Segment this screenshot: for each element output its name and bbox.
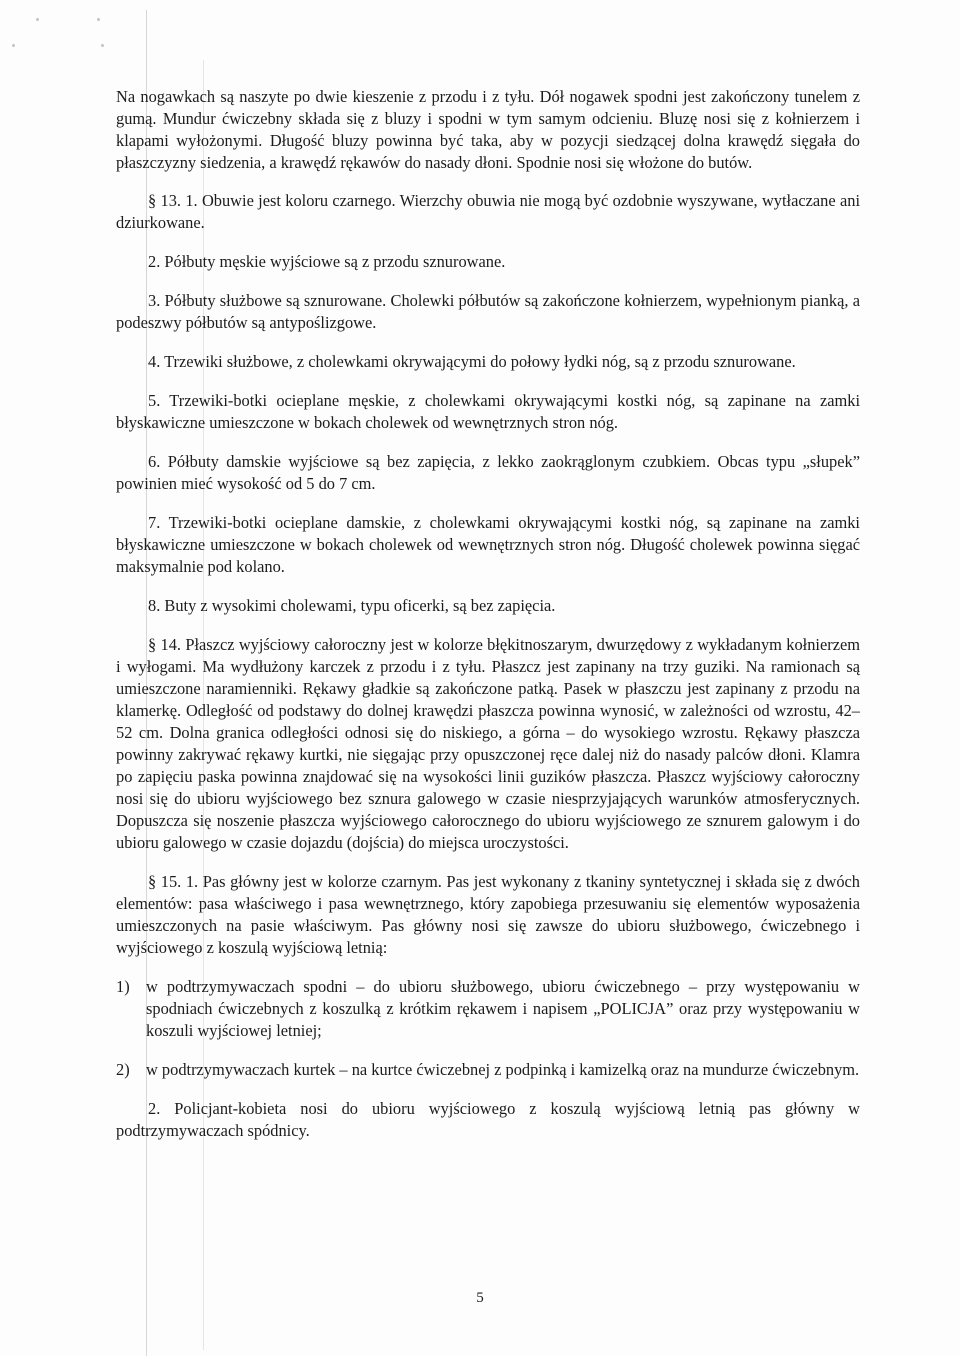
list-item-text: w podtrzymywaczach kurtek – na kurtce ćwiczebnej z podpinką i kamizelką oraz na mundurze ćwiczebnym. bbox=[146, 1060, 860, 1079]
document-body bbox=[116, 86, 860, 1159]
list-item-number: 2) bbox=[116, 1060, 130, 1079]
section-13-paragraph-6: 6. Półbuty damskie wyjściowe są bez zapięcia, z lekko zaokrąglonym czubkiem. Obcas typu „słupek” powinien mieć wysokość od 5 do 7 cm. bbox=[116, 452, 860, 493]
scan-speck bbox=[12, 44, 15, 47]
list-item-text: w podtrzymywaczach spodni – do ubioru służbowego, ubioru ćwiczebnego – przy występowaniu w spodniach ćwiczebnych z koszulką z krótkim rękawem i napisem „POLICJA” oraz przy występowaniu w koszuli wyjściowej letniej; bbox=[146, 977, 860, 1040]
list-item bbox=[116, 1059, 860, 1081]
scan-speck bbox=[101, 44, 104, 47]
scan-speck bbox=[97, 18, 100, 21]
scan-speck bbox=[36, 18, 39, 21]
section-15-paragraph-1: § 15. 1. Pas główny jest w kolorze czarnym. Pas jest wykonany z tkaniny syntetycznej i składa się z dwóch elementów: pasa właściwego i pasa wewnętrznego, który zapobiega przesuwaniu się elementów wyposażenia umieszczonych na pasie właściwym. Pas główny nosi się zawsze do ubioru służbowego, ćwiczebnego i wyjściowego z koszulą wyjściową letnią: bbox=[116, 872, 860, 957]
section-14-paragraph: § 14. Płaszcz wyjściowy całoroczny jest w kolorze błękitnoszarym, dwurzędowy z wykładanym kołnierzem i wyłogami. Ma wydłużony karczek z przodu i z tyłu. Płaszcz jest zapinany na trzy guziki. Na ramionach są umieszczone naramienniki. Rękawy gładkie są zakończone patką. Pasek w płaszczu jest zapinany z przodu na klamerkę. Odległość od podstawy do dolnej krawędzi płaszcza powinna wynosić, w zależności od wzrostu, 42–52 cm. Dolna granica odległości odnosi się do niskiego, a górna – do wysokiego wzrostu. Rękawy płaszcza powinny zakrywać rękawy kurtki, nie sięgając przy opuszczonej ręce dalej niż do nasady palców dłoni. Klamra po zapięciu paska powinna znajdować się na wysokości linii guzików płaszcza. Płaszcz wyjściowy całoroczny nosi się do ubioru wyjściowego bez sznura galowego w czasie niesprzyjających warunków atmosferycznych. Dopuszcza się noszenie płaszcza wyjściowego całorocznego do ubioru wyjściowego ze sznurem galowym i do ubioru galowego w czasie dojazdu (dojścia) do miejsca uroczystości. bbox=[116, 635, 860, 852]
section-15-paragraph-2: 2. Policjant-kobieta nosi do ubioru wyjściowego z koszulą wyjściową letnią pas główny w podtrzymywaczach spódnicy. bbox=[116, 1099, 860, 1140]
section-13-paragraph-8: 8. Buty z wysokimi cholewami, typu oficerki, są bez zapięcia. bbox=[148, 596, 556, 615]
list-item bbox=[116, 976, 860, 1042]
section-13-paragraph-1: § 13. 1. Obuwie jest koloru czarnego. Wierzchy obuwia nie mogą być ozdobnie wyszywane, wytłaczane ani dziurkowane. bbox=[116, 191, 860, 232]
section-13-paragraph-5: 5. Trzewiki-botki ocieplane męskie, z cholewkami okrywającymi kostki nóg, są zapinane na zamki błyskawiczne umieszczone w bokach cholewek od wewnętrznych stron nóg. bbox=[116, 391, 860, 432]
page-number: 5 bbox=[476, 1290, 484, 1306]
section-13-paragraph-7: 7. Trzewiki-botki ocieplane damskie, z cholewkami okrywającymi kostki nóg, są zapinane na zamki błyskawiczne umieszczone w bokach cholewek od wewnętrznych stron nóg. Długość cholewek powinna sięgać maksymalnie pod kolano. bbox=[116, 513, 860, 576]
section-13-paragraph-4: 4. Trzewiki służbowe, z cholewkami okrywającymi do połowy łydki nóg, są z przodu sznurowane. bbox=[148, 352, 796, 371]
paragraph: Na nogawkach są naszyte po dwie kieszenie z przodu i z tyłu. Dół nogawek spodni jest zakończony tunelem z gumą. Mundur ćwiczebny składa się z bluzy i spodni w tym samym odcieniu. Bluzę nosi się z kołnierzem i klapami wyłożonymi. Długość bluzy powinna być taka, aby w pozycji siedzącej dolna krawędź sięgała do płaszczyzny siedzenia, a krawędź rękawów do nasady dłoni. Spodnie nosi się włożone do butów. bbox=[116, 87, 860, 172]
section-13-paragraph-3: 3. Półbuty służbowe są sznurowane. Cholewki półbutów są zakończone kołnierzem, wypełnionym pianką, a podeszwy półbutów są antypoślizgowe. bbox=[116, 291, 860, 332]
section-13-paragraph-2: 2. Półbuty męskie wyjściowe są z przodu sznurowane. bbox=[148, 252, 506, 271]
list-item-number: 1) bbox=[116, 977, 130, 996]
